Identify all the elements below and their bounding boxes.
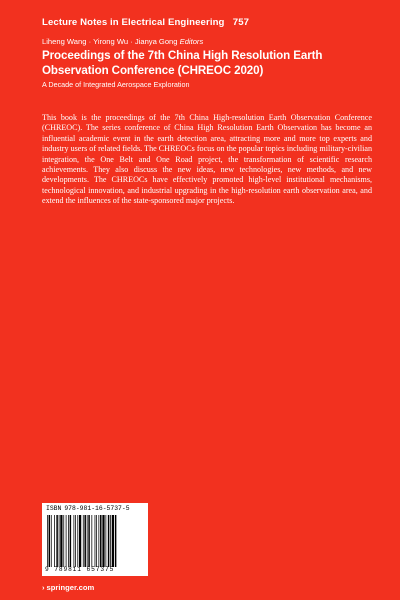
series-volume: 757 — [232, 17, 250, 28]
isbn-label — [46, 505, 130, 512]
editors-role: Editors — [179, 37, 204, 46]
arrow-icon: › — [42, 583, 45, 592]
book-title: Proceedings of the 7th China High Resolution Earth Observation Conference (CHREOC 2020) — [42, 49, 323, 77]
publisher-url: springer.com — [46, 583, 95, 592]
editor-names: Liheng Wang · Yirong Wu · Jianya Gong — [42, 37, 178, 46]
publisher-link[interactable] — [42, 583, 94, 592]
book-description: This book is the proceedings of the 7th China High-resolution Earth Observation Conference (CHREOC). The series conference of China High Resolution Earth Observation has become an influential academic event in the earth detection area, attracting more and more top experts and industry users of related fields. The CHREOCs focus on the popular topics including military-civilian integration, the One Belt and One Road project, the transformation of scientific research achievements. They also discuss the new ideas, new technologies, new methods, and new developments. The CHREOCs have effectively promoted high-level institutional mechanisms, technological innovation, and industrial upgrading in the high-resolution earth observation area, and extend the influences of the state-sponsored major projects. — [42, 113, 372, 206]
isbn-barcode-box — [42, 503, 148, 576]
isbn-prefix: ISBN — [46, 505, 62, 512]
series-name: Lecture Notes in Electrical Engineering — [42, 17, 225, 28]
isbn-number: 978-981-16-5737-5 — [64, 505, 130, 512]
series-line — [42, 17, 249, 28]
editors-line — [42, 37, 203, 46]
barcode-image — [45, 515, 145, 567]
barcode-digits: 9 789811 657375 — [45, 566, 115, 573]
book-subtitle: A Decade of Integrated Aerospace Exploration — [42, 80, 190, 89]
